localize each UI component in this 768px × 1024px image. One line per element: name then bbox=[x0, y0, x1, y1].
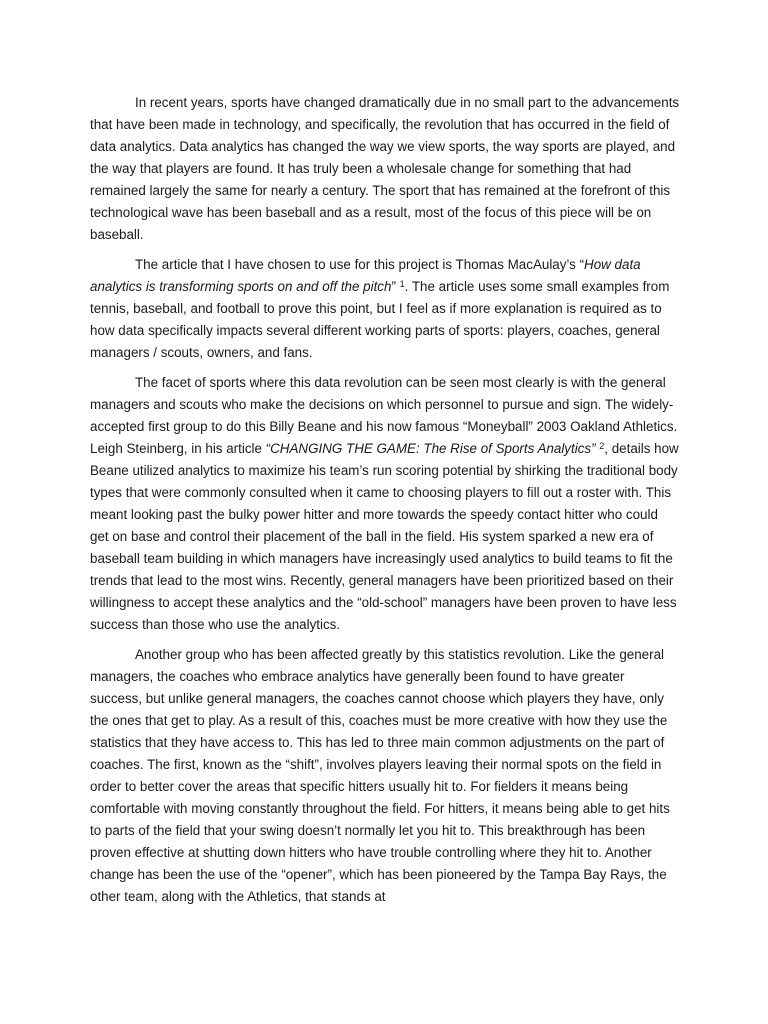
footnote-ref: 1 bbox=[399, 279, 405, 289]
article-title: How data analytics is transforming sports on and off the pitch bbox=[90, 257, 641, 294]
quote-close: ” bbox=[391, 279, 396, 294]
paragraph-text: The facet of sports where this data revolution can be seen most clearly is with the general managers and scouts who make the decisions on which personnel to pursue and sign. The widely-accepted first group to do this Billy Beane and his now famous “Moneyball” 2003 Oakland Athletics. Leigh Steinberg, in his article bbox=[90, 375, 678, 456]
paragraph-intro: In recent years, sports have changed dramatically due in no small part to the advancements that have been made in technology, and specifically, the revolution that has occurred in the field of data analytics. Data analytics has changed the way we view sports, the way sports are played, and the way that players are found. It has truly been a wholesale change for something that had remained largely the same for nearly a century. The sport that has remained at the forefront of this technological wave has been baseball and as a result, most of the focus of this piece will be on baseball. bbox=[90, 95, 680, 242]
paragraph-text: The article that I have chosen to use for this project is Thomas MacAulay’s “ bbox=[135, 257, 585, 272]
document-page bbox=[90, 92, 680, 916]
paragraph-article-choice bbox=[90, 254, 680, 364]
paragraph-text: , details how Beane utilized analytics to maximize his team’s run scoring potential by shirking the traditional body types that were commonly consulted when it came to choosing players to fill out a roster with. This meant looking past the bulky power hitter and more towards the speedy contact hitter who could get on base and control their placement of the ball in the field. His system sparked a new era of baseball team building in which managers have increasingly used analytics to build teams to fit the trends that lead to the most wins. Recently, general managers have been prioritized based on their willingness to accept these analytics and the “old-school” managers have been proven to have less success than those who use the analytics. bbox=[90, 441, 679, 632]
paragraph-text: . The article uses some small examples from tennis, baseball, and football to prove this point, but I feel as if more explanation is required as to how data specifically impacts several different working parts of sports: players, coaches, general managers / scouts, owners, and fans. bbox=[90, 279, 670, 360]
paragraph-coaches: Another group who has been affected greatly by this statistics revolution. Like the general managers, the coaches who embrace analytics have generally been found to have greater success, but unlike general managers, the coaches cannot choose which players they have, only the ones that get to play. As a result of this, coaches must be more creative with how they use the statistics that they have access to. This has led to three main common adjustments on the part of coaches. The first, known as the “shift”, involves players leaving their normal spots on the field in order to better cover the areas that specific hitters usually hit to. For fielders it means being comfortable with moving constantly throughout the field. For hitters, it means being able to get hits to parts of the field that your swing doesn’t normally let you hit to. This breakthrough has been proven effective at shutting down hitters who have trouble controlling where they hit to. Another change has been the use of the “opener”, which has been pioneered by the Tampa Bay Rays, the other team, along with the Athletics, that stands at bbox=[90, 647, 670, 904]
article-title: “CHANGING THE GAME: The Rise of Sports Analytics” bbox=[265, 441, 596, 456]
paragraph-general-managers bbox=[90, 372, 680, 636]
footnote-ref: 2 bbox=[599, 441, 605, 451]
